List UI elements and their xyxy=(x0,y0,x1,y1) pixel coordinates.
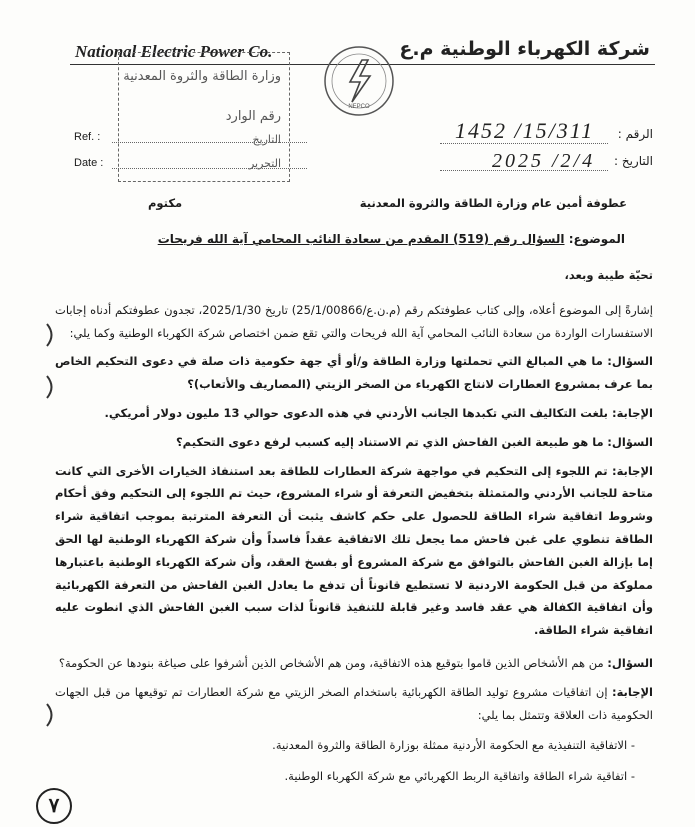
question-1-label: السؤال: xyxy=(607,354,653,369)
question-3 xyxy=(55,652,653,675)
answer-1-text: بلغت التكاليف التي تكبدها الجانب الأردني في هذه الدعوى حوالي 13 مليون دولار أمريكي. xyxy=(104,405,608,420)
incoming-stamp xyxy=(118,52,290,182)
answer-3 xyxy=(55,681,653,727)
company-name-ar: شركة الكهرباء الوطنية م.ع xyxy=(399,38,650,60)
subject-text: السؤال رقم (519) المقدم من سعادة النائب المحامي آية الله فريحات xyxy=(157,232,565,246)
nepco-logo xyxy=(322,44,396,118)
agreement-list xyxy=(55,734,653,788)
question-3-text: من هم الأشخاص الذين قاموا بتوقيع هذه الاتفاقية، ومن هم الأشخاص الذين أشرفوا على صياغة بنودها عن الحكومة؟ xyxy=(58,655,604,670)
margin-bracket xyxy=(44,702,58,728)
answer-2-label: الإجابة: xyxy=(611,463,653,478)
ref-dots-en xyxy=(112,142,307,143)
greeting: تحيّة طيبة وبعد، xyxy=(564,268,653,282)
question-3-label: السؤال: xyxy=(607,655,653,670)
answer-2-text: تم اللجوء إلى التحكيم في مواجهة شركة العطارات للطاقة بعد استنفاذ الخيارات الأخرى التي كانت متاحة للجانب الأردني والمتمثلة بتخفيض التعرفة أو شراء المشروع، حيث تم اللجوء إلى التحكيم وفق أحكام وشروط اتفاقية شراء الطاقة للحصول على حكم كاشف يثبت أن التعرفة المترتبة بموجب اتفاقية شراء الطاقة تنطوي على غبن فاحش مما يجعل تلك الاتفاقية عقداً فاسداً وأن شركة الكهرباء الوطنية لها الحق إما بإزالة الغبن الفاحش بالتوافق مع شركة المشروع أو بفسخ العقد، وأن شركة الكهرباء الوطنية باعتبارها مملوكة من قبل الحكومة الاردنية لا تستطيع قانوناً أن تدفع ما يعادل الغبن الفاحش من التعرفة الكهربائية وأن اتفاقية الكفالة هي عقد فاسد وغير قابلة للتنفيذ قانوناً لذات سبب الغبن الفاحش الذي انطوت عليه اتفاقية شراء الطاقة. xyxy=(55,463,653,638)
answer-3-text: إن اتفاقيات مشروع توليد الطاقة الكهربائية باستخدام الصخر الزيتي مع شركة العطارات تم توقيعها من قبل الجهات الحكومية ذات العلاقة وتتمثل بما يلي: xyxy=(55,684,653,722)
question-2-text: ما هو طبيعة الغبن الفاحش الذي تم الاستناد إليه كسبب لرفع دعوى التحكيم؟ xyxy=(176,434,604,449)
date-dots-en xyxy=(112,168,307,169)
letter-body xyxy=(55,264,653,788)
ref-label-ar: الرقم : xyxy=(617,127,653,141)
margin-bracket xyxy=(44,322,58,348)
company-name-en: National Electric Power Co. xyxy=(75,42,273,61)
question-2-label: السؤال: xyxy=(607,434,653,449)
stamp-editing: التحرير xyxy=(248,157,281,170)
stamp-ministry: وزارة الطاقة والثروة المعدنية xyxy=(123,69,281,84)
answer-3-label: الإجابة: xyxy=(611,684,653,699)
intro-paragraph: إشارةً إلى الموضوع أعلاه، وإلى كتاب عطوفتكم رقم (م.ن.ع/25/1/00866) تاريخ 2025/1/30، تجدون عطوفتكم أدناه إجابات الاستفسارات الواردة من سعادة النائب المحامي آية الله فريحات والتي تقع ضمن اختصاص شركة الكهرباء الوطنية وكما يلي: xyxy=(55,302,653,340)
date-label-ar: التاريخ : xyxy=(613,154,653,168)
recipient: عطوفة أمين عام وزارة الطاقة والثروة المعدنية xyxy=(359,196,627,210)
date-label-en: Date : xyxy=(74,157,104,169)
confidential-mark: مكتوم xyxy=(148,196,183,210)
question-1 xyxy=(55,350,653,396)
subject-line xyxy=(158,232,625,246)
stamp-date: التاريخ xyxy=(252,133,281,146)
answer-1-label: الإجابة: xyxy=(611,405,653,420)
margin-bracket xyxy=(44,374,58,400)
question-1-text: ما هي المبالغ التي تحملتها وزارة الطاقة و/أو أي جهة حكومية ذات صلة في دعوى التحكيم الخاص بما عرف بمشروع العطارات لانتاج الكهرباء من الصخر الزيتي (المصاريف والأتعاب)؟ xyxy=(55,354,653,392)
answer-2 xyxy=(55,460,653,642)
stamp-incoming-number: رقم الوارد xyxy=(225,109,281,124)
subject-label: الموضوع: xyxy=(568,232,625,246)
list-item: - اتفاقية شراء الطاقة واتفاقية الربط الكهربائي مع شركة الكهرباء الوطنية. xyxy=(55,765,635,788)
logo-caption: NEPCO xyxy=(348,104,370,110)
answer-1 xyxy=(55,402,653,425)
list-item: - الاتفاقية التنفيذية مع الحكومة الأردنية ممثلة بوزارة الطاقة والثروة المعدنية. xyxy=(55,734,635,757)
reference-number: 1452 /15/311 xyxy=(455,118,595,143)
page-number: ٧ xyxy=(36,788,72,824)
letter-date: 2025 /2/4 xyxy=(492,150,596,172)
ref-label-en: Ref. : xyxy=(74,131,101,143)
question-2 xyxy=(55,431,653,454)
